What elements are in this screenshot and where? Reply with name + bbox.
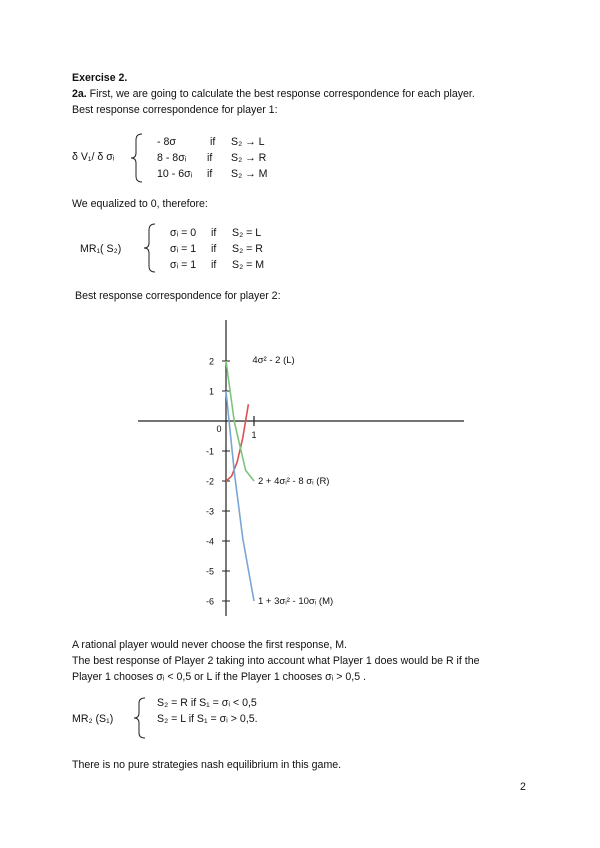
chart-labels bbox=[252, 355, 333, 607]
best-response-p2-line1: The best response of Player 2 taking into account what Player 1 does would be R if the bbox=[72, 655, 480, 667]
intro-text: First, we are going to calculate the best response correspondence for each player. bbox=[86, 88, 475, 100]
chart-ticks bbox=[206, 357, 257, 607]
mr1-row-1-expr: σᵢ = 0 bbox=[170, 227, 197, 239]
mr1-row-3-expr: σᵢ = 1 bbox=[170, 259, 197, 271]
y-tick-label: 1 bbox=[208, 386, 214, 397]
series-line-1 bbox=[226, 404, 248, 481]
derivative-row-3-expr: 10 - 6σᵢ bbox=[157, 168, 193, 180]
mr2-row-1: S₂ = R if S₁ = σᵢ < 0,5 bbox=[157, 697, 257, 709]
x-tick-label: 1 bbox=[251, 430, 257, 440]
mr1-row-3-strat: S₂ = M bbox=[232, 259, 265, 271]
mr1-brace bbox=[143, 223, 157, 273]
chart-series bbox=[226, 361, 257, 601]
mr1-row-2-cond: if bbox=[211, 243, 217, 255]
derivative-brace bbox=[130, 133, 144, 183]
intro-label: 2a. bbox=[72, 88, 87, 100]
chart-axes bbox=[138, 320, 464, 616]
mr1-row-2-expr: σᵢ = 1 bbox=[170, 243, 197, 255]
series-label-1: 4σ² - 2 (L) bbox=[252, 355, 295, 366]
y-tick-label: -5 bbox=[205, 566, 214, 577]
derivative-row-3-cond: if bbox=[207, 168, 213, 180]
y-tick-label: -1 bbox=[205, 446, 214, 457]
derivative-label: δ V₁/ δ σᵢ bbox=[72, 151, 115, 163]
mr2-label: MR₂ (S₁) bbox=[72, 713, 114, 725]
y-tick-label: -6 bbox=[205, 596, 214, 607]
equalized-text: We equalized to 0, therefore: bbox=[72, 198, 208, 210]
derivative-row-2-cond: if bbox=[207, 152, 213, 164]
series-label-3: 1 + 3σᵢ² - 10σᵢ (M) bbox=[258, 596, 334, 607]
derivative-row-3-strat: S₂ → M bbox=[231, 168, 268, 180]
derivative-row-1-cond: if bbox=[210, 136, 216, 148]
derivative-row-1-expr: - 8σ bbox=[157, 136, 176, 148]
y-tick-label: -2 bbox=[205, 476, 214, 487]
derivative-row-1-strat: S₂ → L bbox=[231, 136, 265, 148]
best-response-player1-heading: Best response correspondence for player 1: bbox=[72, 104, 278, 116]
mr2-brace bbox=[133, 697, 147, 739]
mr1-row-3-cond: if bbox=[211, 259, 217, 271]
y-tick-label: -3 bbox=[205, 506, 214, 517]
mr1-label: MR₁( S₂) bbox=[80, 243, 122, 255]
mr1-row-1-cond: if bbox=[211, 227, 217, 239]
mr1-row-2-strat: S₂ = R bbox=[232, 243, 263, 255]
rational-text: A rational player would never choose the first response, M. bbox=[72, 639, 347, 651]
y-tick-label: -4 bbox=[205, 536, 214, 547]
series-line-2 bbox=[226, 361, 257, 481]
series-label-2: 2 + 4σᵢ² - 8 σᵢ (R) bbox=[258, 476, 330, 487]
derivative-row-2-expr: 8 - 8σᵢ bbox=[157, 152, 187, 164]
best-response-p2-line2: Player 1 chooses σᵢ < 0,5 or L if the Player 1 chooses σᵢ > 0,5 . bbox=[72, 671, 366, 683]
exercise-title: Exercise 2. bbox=[72, 72, 128, 84]
intro-paragraph bbox=[72, 88, 475, 100]
series-line-3 bbox=[226, 391, 257, 601]
origin-label: 0 bbox=[216, 424, 222, 434]
derivative-row-2-strat: S₂ → R bbox=[231, 152, 267, 164]
conclusion-text: There is no pure strategies nash equilibrium in this game. bbox=[72, 759, 342, 771]
mr1-row-1-strat: S₂ = L bbox=[232, 227, 262, 239]
mr2-row-2: S₂ = L if S₁ = σᵢ > 0,5. bbox=[157, 713, 258, 725]
y-tick-label: 2 bbox=[208, 356, 214, 367]
page-number: 2 bbox=[520, 781, 526, 793]
best-response-player2-heading: Best response correspondence for player 2: bbox=[75, 290, 281, 302]
